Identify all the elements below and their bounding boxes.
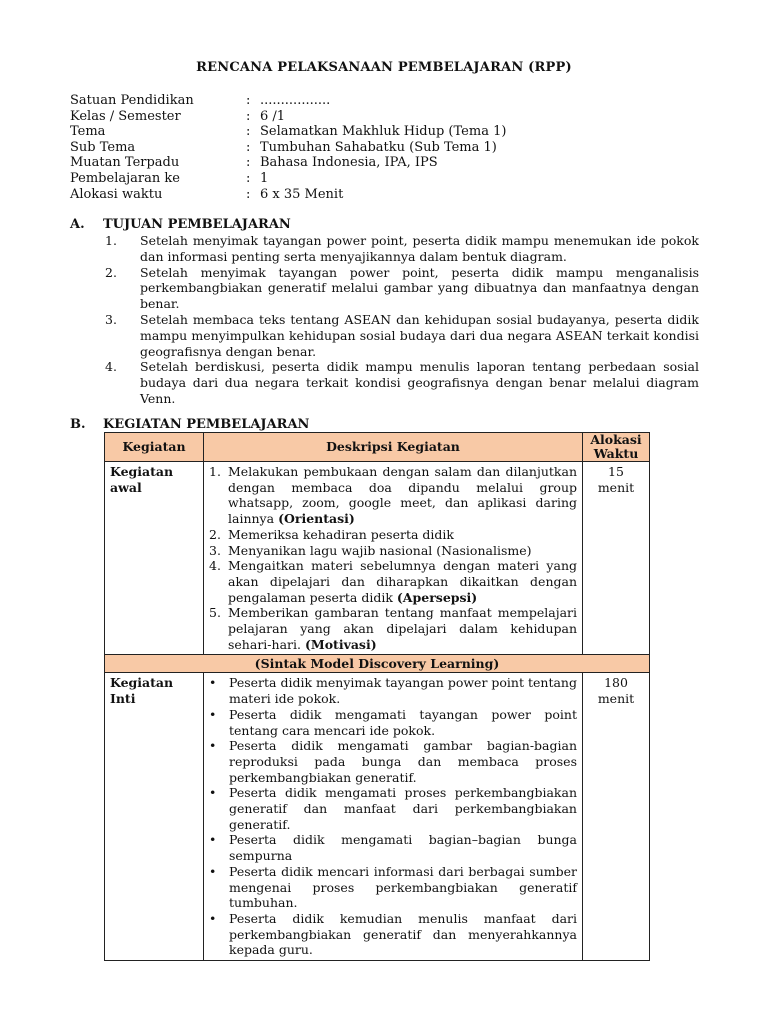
list-item [209, 527, 577, 543]
item-text: Melakukan pembukaan dengan salam dan dilanjutkan dengan membaca doa dipandu melalui group whatsapp, zoom, google meet, dan aplikasi daring lainnya (Orientasi) [228, 464, 577, 527]
section-a-heading [70, 217, 291, 232]
list-item [209, 558, 577, 605]
meta-sep: : [246, 139, 251, 155]
meta-row [70, 171, 506, 187]
meta-value: 6 /1 [260, 108, 286, 124]
meta-row [70, 140, 506, 156]
item-number: 3. [105, 311, 117, 327]
list-item [209, 785, 577, 832]
table-row [105, 673, 650, 961]
row-time: 180 menit [583, 673, 650, 961]
bullet-icon: • [209, 910, 217, 926]
meta-sep: : [246, 124, 251, 140]
list-item [209, 911, 577, 958]
item-number: 1. [105, 233, 117, 248]
meta-sep: : [246, 170, 251, 186]
meta-sep: : [246, 93, 251, 108]
list-item [105, 312, 699, 359]
meta-label: Pembelajaran ke [70, 170, 180, 186]
header-alokasi: Alokasi Waktu [583, 433, 650, 462]
bullet-icon: • [209, 675, 217, 691]
meta-label: Satuan Pendidikan [70, 93, 194, 108]
section-letter: B. [70, 417, 86, 432]
list-item [209, 864, 577, 911]
table-header-row [105, 433, 650, 462]
meta-sep: : [246, 155, 251, 171]
row-description [204, 673, 583, 961]
bullet-icon: • [209, 832, 217, 848]
item-text: Peserta didik mengamati proses perkembangbiakan generatif dan manfaat dari perkembangbiakan generatif. [229, 785, 577, 832]
meta-row [70, 109, 506, 125]
item-text: Setelah menyimak tayangan power point, peserta didik mampu menganalisis perkembangbiakan generatif melalui gambar yang dibuatnya dan manfaatnya dengan benar. [140, 264, 699, 312]
header-kegiatan: Kegiatan [105, 433, 204, 462]
item-tag: (Apersepsi) [396, 589, 478, 605]
list-item [209, 832, 577, 863]
meta-row [70, 155, 506, 171]
activities-table [104, 432, 650, 961]
meta-value: Bahasa Indonesia, IPA, IPS [260, 155, 438, 171]
meta-sep: : [246, 186, 251, 202]
list-item [209, 464, 577, 527]
item-text: Peserta didik mencari informasi dari berbagai sumber mengenai proses perkembangbiakan generatif tumbuhan. [229, 863, 577, 911]
row-description [204, 462, 583, 655]
list-item [209, 707, 577, 738]
identity-block [70, 93, 506, 202]
section-title: TUJUAN PEMBELAJARAN [103, 217, 291, 232]
section-letter: A. [70, 217, 85, 232]
meta-label: Tema [70, 124, 106, 140]
meta-row [70, 187, 506, 203]
meta-value: Tumbuhan Sahabatku (Sub Tema 1) [260, 139, 497, 155]
item-number: 4. [105, 359, 117, 375]
row-time: 15 menit [583, 462, 650, 655]
list-item [105, 233, 699, 265]
meta-label: Kelas / Semester [70, 108, 181, 124]
item-text: Memberikan gambaran tentang manfaat mempelajari pelajaran yang akan dipelajari dalam kehidupan sehari-hari. (Motivasi) [228, 605, 577, 652]
section-b-heading [70, 417, 309, 432]
meta-value: 1 [260, 170, 269, 186]
bullet-icon: • [209, 706, 217, 722]
meta-row [70, 93, 506, 109]
list-item [209, 605, 577, 652]
item-number: 2. [105, 264, 117, 280]
item-number: 4. [209, 558, 221, 574]
item-number: 5. [209, 605, 221, 621]
item-text: Peserta didik mengamati tayangan power point tentang cara mencari ide pokok. [229, 706, 577, 738]
item-number: 2. [209, 526, 221, 542]
meta-row [70, 124, 506, 140]
list-item [209, 675, 577, 706]
item-text: Peserta didik mengamati bagian–bagian bunga sempurna [229, 832, 577, 864]
meta-value: Selamatkan Makhluk Hidup (Tema 1) [260, 124, 507, 140]
meta-label: Muatan Terpadu [70, 155, 180, 171]
bullet-icon: • [209, 785, 217, 801]
item-number: 3. [209, 542, 221, 558]
item-text: Setelah membaca teks tentang ASEAN dan kehidupan sosial budayanya, peserta didik mampu menyimpulkan kehidupan sosial budaya dari dua negara ASEAN terkait kondisi geografisnya dengan benar. [140, 311, 699, 359]
item-text: Menyanikan lagu wajib nasional (Nasionalisme) [228, 542, 532, 558]
table-row [105, 462, 650, 655]
sintak-row [105, 655, 650, 673]
item-text: Setelah berdiskusi, peserta didik mampu menulis laporan tentang perbedaan sosial budaya dari dua negara terkait kondisi geografisnya dengan benar melalui diagram Venn. [140, 359, 699, 406]
meta-label: Sub Tema [70, 139, 136, 155]
item-number: 1. [209, 464, 221, 479]
meta-value: 6 x 35 Menit [260, 186, 344, 202]
list-item [209, 738, 577, 785]
row-label: Kegiatan Inti [105, 673, 204, 961]
item-text: Peserta didik menyimak tayangan power point tentang materi ide pokok. [229, 675, 577, 707]
objectives-list [105, 233, 699, 407]
section-title: KEGIATAN PEMBELAJARAN [103, 417, 310, 432]
item-text: Peserta didik kemudian menulis manfaat dari perkembangbiakan generatif dan menyerahkannya kepada guru. [229, 910, 577, 958]
item-text: Mengaitkan materi sebelumnya dengan materi yang akan dipelajari dan diharapkan dikaitkan dengan pengalaman peserta didik (Apersepsi) [228, 558, 577, 605]
meta-sep: : [246, 108, 251, 124]
list-item [105, 265, 699, 312]
meta-value: ................. [260, 93, 331, 108]
header-deskripsi: Deskripsi Kegiatan [204, 433, 583, 462]
bullet-icon: • [209, 863, 217, 879]
bullet-icon: • [209, 738, 217, 754]
item-text: Memeriksa kehadiran peserta didik [228, 526, 454, 542]
item-tag: (Motivasi) [304, 636, 377, 652]
page-title: RENCANA PELAKSANAAN PEMBELAJARAN (RPP) [196, 60, 572, 75]
item-text: Setelah menyimak tayangan power point, peserta didik mampu menemukan ide pokok dan informasi penting serta menyajikannya dalam bentuk diagram. [140, 233, 699, 264]
meta-label: Alokasi waktu [70, 186, 163, 202]
list-item [105, 359, 699, 406]
list-item [209, 543, 577, 559]
row-label: Kegiatan awal [105, 462, 204, 655]
sintak-label: (Sintak Model Discovery Learning) [105, 655, 650, 673]
item-tag: (Orientasi) [278, 511, 355, 527]
item-text: Peserta didik mengamati gambar bagian-bagian reproduksi pada bunga dan membaca proses perkembangbiakan generatif. [229, 738, 577, 785]
